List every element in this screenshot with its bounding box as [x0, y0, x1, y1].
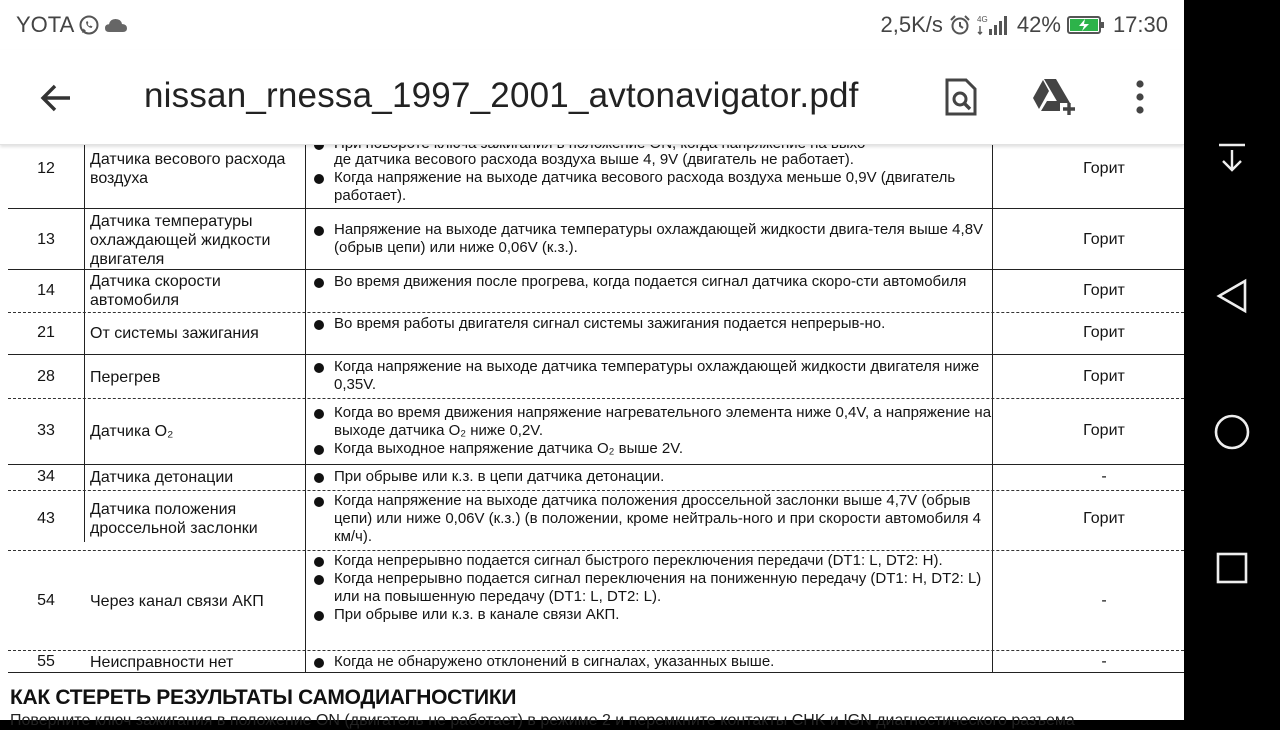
signal-4g-icon [977, 14, 1011, 36]
pdf-page[interactable] [0, 144, 1184, 729]
notification-pull-button[interactable] [1200, 126, 1264, 190]
table-row [0, 398, 1184, 464]
condition-item: де датчика весового расхода воздуха выше 4, 9V (двигатель не работает). [334, 151, 854, 168]
check-lamp-status: - [1101, 592, 1107, 609]
back-arrow-icon [38, 80, 74, 116]
table-row [0, 354, 1184, 398]
network-speed: 2,5K/s [880, 12, 943, 37]
section-heading: КАК СТЕРЕТЬ РЕЗУЛЬТАТЫ САМОДИАГНОСТИКИ [10, 686, 517, 709]
error-code: 21 [37, 324, 55, 341]
home-circle-icon [1213, 413, 1251, 451]
sensor-name: Датчика скорости автомобиля [90, 273, 221, 309]
status-bar [0, 0, 1184, 50]
notification-pull-icon [1215, 141, 1249, 175]
sensor-name: Датчика детонации [90, 469, 234, 486]
condition-item: Когда не обнаружено отклонений в сигналах, указанных выше. [314, 653, 994, 671]
error-code: 43 [37, 510, 55, 527]
alarm-icon [949, 14, 971, 36]
error-code: 13 [37, 231, 55, 248]
table-bottom-border [8, 672, 1184, 673]
back-triangle-icon [1215, 278, 1249, 314]
battery-charging-icon [1067, 14, 1107, 36]
sensor-name: От системы зажигания [90, 325, 259, 342]
condition-list [314, 358, 994, 394]
table-row [0, 490, 1184, 550]
back-button[interactable] [32, 74, 80, 122]
check-lamp-status: Горит [1083, 160, 1125, 177]
nav-recents-button[interactable] [1200, 536, 1264, 600]
check-lamp-status: Горит [1083, 324, 1125, 341]
check-lamp-status: - [1101, 468, 1107, 485]
sensor-name: Датчика весового расхода воздуха [90, 151, 286, 187]
condition-item: Во время работы двигателя сигнал системы зажигания подается непрерыв-но. [314, 315, 994, 333]
condition-item: Когда напряжение на выходе датчика температуры охлаждающей жидкости двигателя ниже 0,35V. [314, 358, 994, 394]
sensor-name: Перегрев [90, 369, 161, 386]
condition-list [314, 273, 994, 291]
document-title: nissan_rnessa_1997_2001_avtonavigator.pdf [144, 76, 859, 115]
condition-list [314, 468, 994, 486]
sensor-name: Датчика O₂ [90, 423, 174, 440]
condition-item: Когда во время движения напряжение нагревательного элемента ниже 0,4V, а напряжение на выходе датчика O₂ ниже 0,2V. [314, 404, 994, 440]
error-code: 12 [37, 160, 55, 177]
condition-item: Когда напряжение на выходе датчика весового расхода воздуха меньше 0,9V (двигатель работает). [314, 169, 994, 205]
system-nav-bar [1184, 0, 1280, 720]
error-code: 54 [37, 592, 55, 609]
nav-home-button[interactable] [1200, 400, 1264, 464]
table-row [0, 550, 1184, 650]
condition-list [314, 552, 994, 624]
sensor-name: Датчика температуры охлаждающей жидкости двигателя [90, 213, 271, 268]
carrier-label: YOTA [16, 12, 75, 37]
search-document-icon [944, 77, 978, 117]
condition-item: При обрыве или к.з. в цепи датчика детонации. [314, 468, 994, 486]
clock-time: 17:30 [1112, 12, 1168, 37]
sensor-name: Через канал связи АКП [90, 593, 264, 610]
condition-item: Во время движения после прогрева, когда подается сигнал датчика скоро-сти автомобиля [314, 273, 994, 291]
condition-list [314, 492, 994, 546]
condition-list [314, 315, 994, 333]
cloud-icon [104, 16, 128, 34]
condition-item: Когда непрерывно подается сигнал быстрого переключения передачи (DT1: L, DT2: H). [314, 552, 994, 570]
condition-list [314, 221, 994, 257]
recents-square-icon [1215, 551, 1249, 585]
table-row [0, 144, 1184, 208]
condition-item: Когда напряжение на выходе датчика положения дроссельной заслонки выше 4,7V (обрыв цепи) или ниже 0,06V (к.з.) (в положении, кроме нейтраль-ного и при скорости автомобиля 4 км/ч). [314, 492, 994, 546]
add-to-drive-button[interactable] [1030, 72, 1080, 122]
check-lamp-status: Горит [1083, 422, 1125, 439]
error-code: 14 [37, 282, 55, 299]
sensor-name: Неисправности нет [90, 654, 234, 671]
google-drive-add-icon [1032, 77, 1078, 117]
error-code: 34 [37, 468, 55, 485]
condition-item: При обрыве или к.з. в канале связи АКП. [314, 606, 994, 624]
table-row [0, 464, 1184, 490]
table-row [0, 208, 1184, 270]
condition-list [314, 151, 994, 205]
check-lamp-status: Горит [1083, 231, 1125, 248]
table-row [0, 270, 1184, 312]
error-code: 33 [37, 422, 55, 439]
whatsapp-icon [78, 14, 100, 36]
condition-list [314, 653, 994, 671]
nav-back-button[interactable] [1200, 264, 1264, 328]
check-lamp-status: Горит [1083, 368, 1125, 385]
find-in-document-button[interactable] [936, 72, 986, 122]
condition-item: Напряжение на выходе датчика температуры охлаждающей жидкости двига-теля выше 4,8V (обрыв цепи) или ниже 0,06V (к.з.). [314, 221, 994, 257]
condition-list [314, 404, 994, 458]
section-cut-text: Поверните ключ зажигания в положение ON (двигатель не работает) в режиме 2 и перемкните контакты CHK и IGN диагностического разъема [10, 712, 1075, 729]
sensor-name: Датчика положения дроссельной заслонки [90, 501, 258, 537]
check-lamp-status: Горит [1083, 282, 1125, 299]
svg-text:4G: 4G [976, 15, 988, 24]
error-code: 55 [37, 653, 55, 670]
condition-item: Когда выходное напряжение датчика O₂ выше 2V. [314, 440, 994, 458]
check-lamp-status: Горит [1083, 510, 1125, 527]
condition-item: Когда непрерывно подается сигнал переключения на пониженную передачу (DT1: H, DT2: L) или на повышенную передачу (DT1: L, DT2: L). [314, 570, 994, 606]
table-row [0, 312, 1184, 354]
check-lamp-status: - [1101, 653, 1107, 670]
more-vert-icon [1135, 79, 1145, 115]
table-row [0, 650, 1184, 674]
more-options-button[interactable] [1116, 72, 1164, 122]
battery-percent: 42% [1016, 12, 1061, 37]
app-bar [0, 50, 1184, 145]
error-code: 28 [37, 368, 55, 385]
